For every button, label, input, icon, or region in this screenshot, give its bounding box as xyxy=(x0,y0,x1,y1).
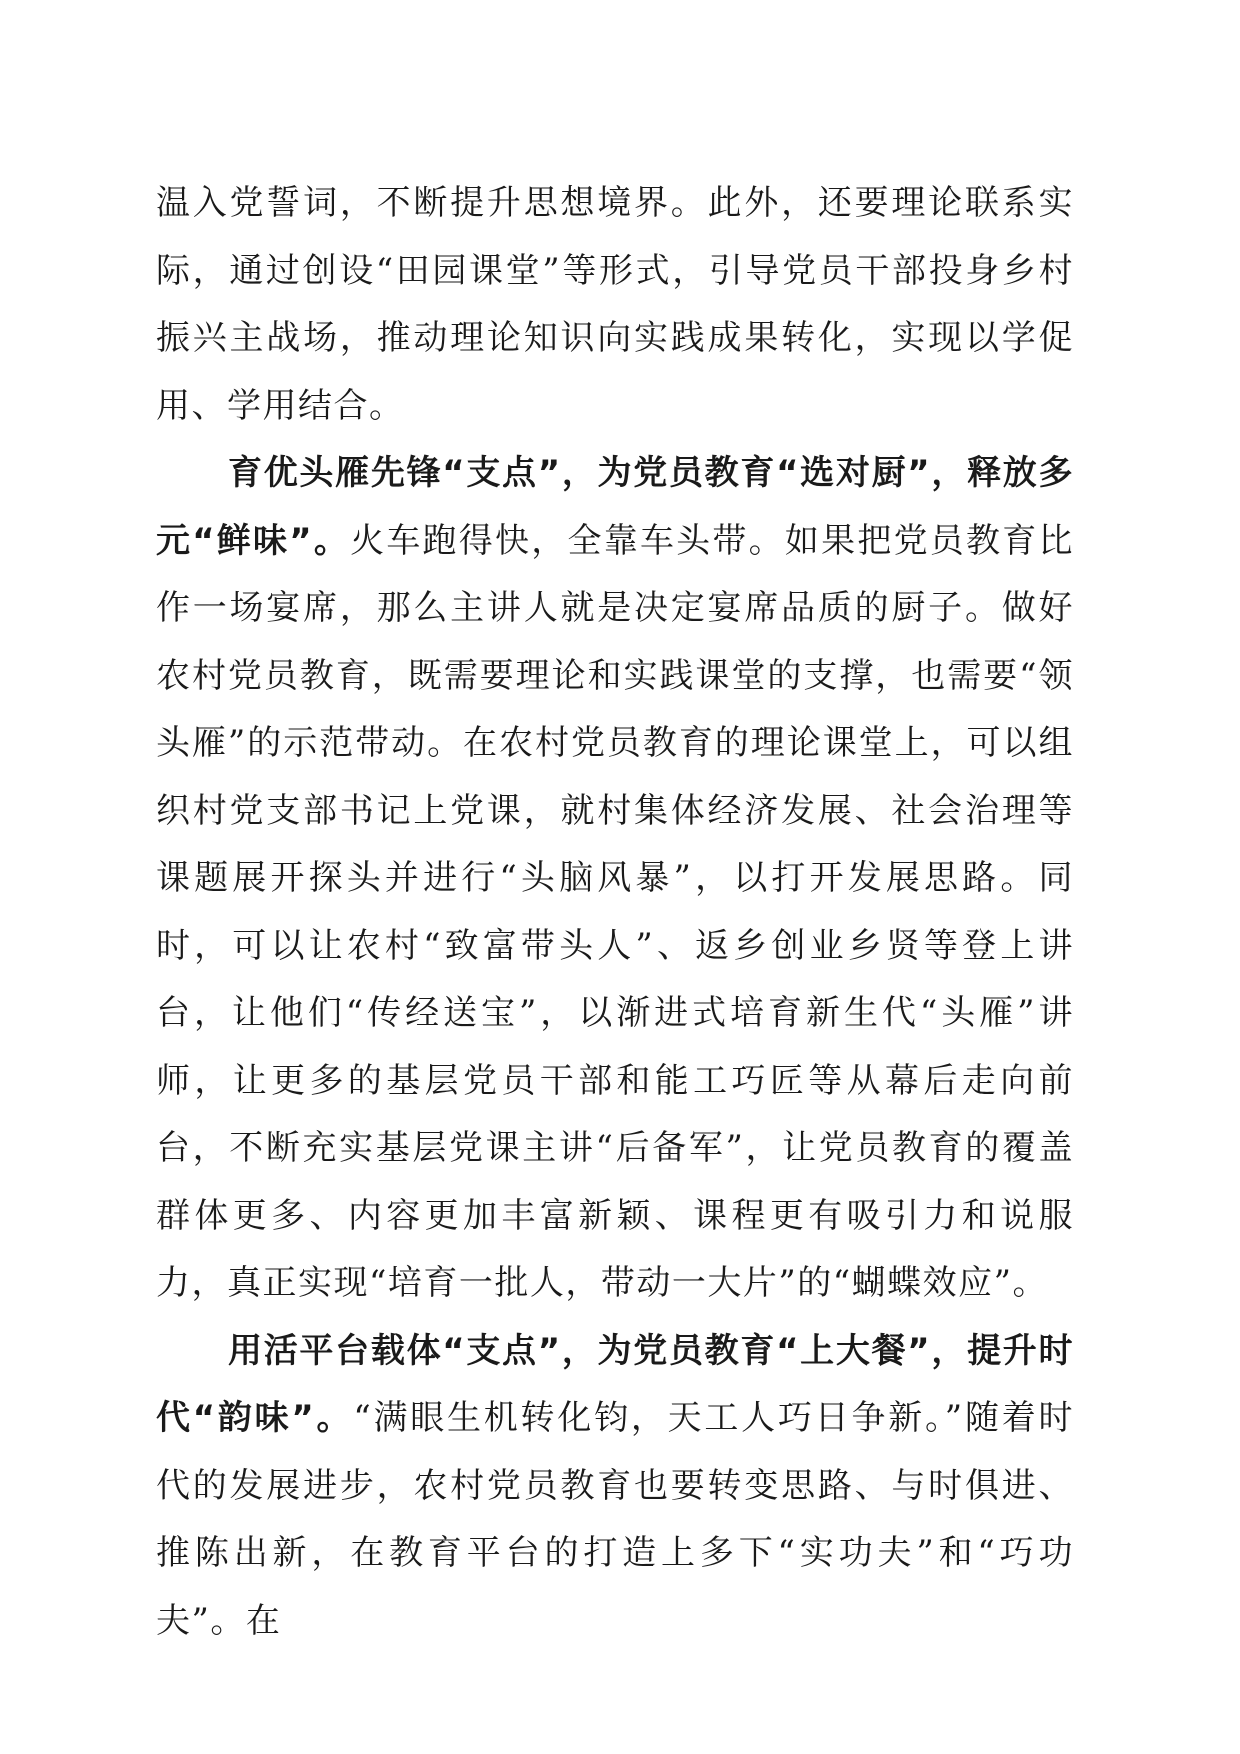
paragraph-platform xyxy=(156,1318,1074,1656)
paragraph-heading: 育优头雁先锋“支点”，为党员教育“选对厨”，释放多元“鲜味”。 xyxy=(156,453,1074,561)
paragraph-body: “满眼生机转化钧，天工人巧日争新。”随着时代的发展进步，农村党员教育也要转变思路、与时俱进、推陈出新，在教育平台的打造上多下“实功夫”和“巧功夫”。在 xyxy=(156,1398,1074,1641)
document-page xyxy=(156,170,1074,1655)
paragraph-heading: 用活平台载体“支点”，为党员教育“上大餐”，提升时代“韵味”。 xyxy=(156,1330,1074,1438)
paragraph-body: 温入党誓词，不断提升思想境界。此外，还要理论联系实际，通过创设“田园课堂”等形式，引导党员干部投身乡村振兴主战场，推动理论知识向实践成果转化，实现以学促用、学用结合。 xyxy=(156,183,1074,426)
paragraph-continuation xyxy=(156,170,1074,440)
paragraph-lead-goose xyxy=(156,440,1074,1318)
paragraph-body: 火车跑得快，全靠车头带。如果把党员教育比作一场宴席，那么主讲人就是决定宴席品质的厨子。做好农村党员教育，既需要理论和实践课堂的支撑，也需要“领头雁”的示范带动。在农村党员教育的理论课堂上，可以组织村党支部书记上党课，就村集体经济发展、社会治理等课题展开探头并进行“头脑风暴”，以打开发展思路。同时，可以让农村“致富带头人”、返乡创业乡贤等登上讲台，让他们“传经送宝”，以渐进式培育新生代“头雁”讲师，让更多的基层党员干部和能工巧匠等从幕后走向前台，不断充实基层党课主讲“后备军”，让党员教育的覆盖群体更多、内容更加丰富新颖、课程更有吸引力和说服力，真正实现“培育一批人，带动一大片”的“蝴蝶效应”。 xyxy=(156,520,1074,1303)
